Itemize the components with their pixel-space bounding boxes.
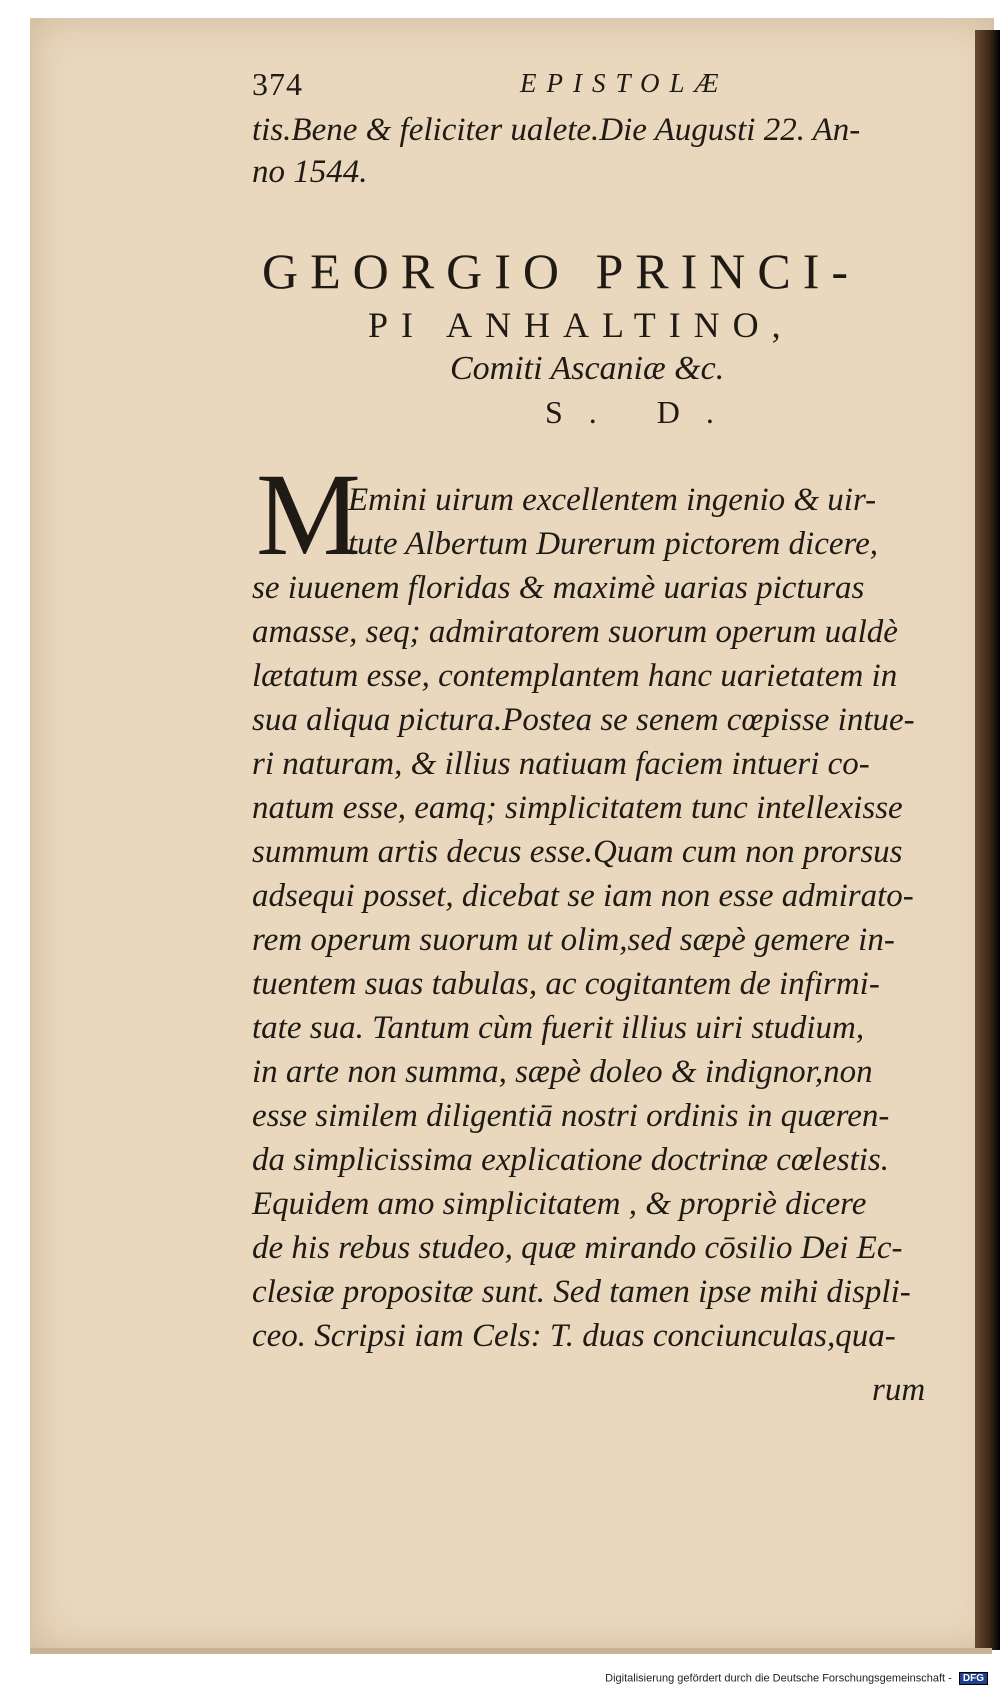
drop-cap-initial: M bbox=[256, 449, 361, 580]
body-line: sua aliqua pictura.Postea se senem cœpisse intue- bbox=[252, 702, 915, 738]
body-line: da simplicissima explicatione doctrinæ cœlestis. bbox=[252, 1142, 890, 1178]
body-line: tute Albertum Durerum pictorem dicere, bbox=[348, 526, 879, 562]
letter-heading-sub: PI ANHALTINO, bbox=[368, 305, 794, 345]
body-line: in arte non summa, sæpè doleo & indignor,non bbox=[252, 1054, 873, 1090]
book-spine-edge bbox=[975, 30, 1000, 1650]
page-header bbox=[252, 66, 952, 106]
dfg-logo: DFG bbox=[959, 1672, 988, 1685]
letter-heading-title: Comiti Ascaniæ &c. bbox=[450, 350, 725, 387]
body-line: natum esse, eamq; simplicitatem tunc intellexisse bbox=[252, 790, 903, 826]
body-line: adsequi posset, dicebat se iam non esse admirato- bbox=[252, 878, 914, 914]
page-number: 374 bbox=[252, 66, 303, 102]
catchword: rum bbox=[872, 1372, 926, 1408]
running-head: EPISTOLÆ bbox=[520, 68, 729, 98]
body-line-top-2: no 1544. bbox=[252, 154, 368, 190]
body-line: ri naturam, & illius natiuam faciem intueri co- bbox=[252, 746, 870, 782]
body-line: Equidem amo simplicitatem , & propriè dicere bbox=[252, 1186, 867, 1222]
body-line: rem operum suorum ut olim,sed sæpè gemere in- bbox=[252, 922, 895, 958]
body-line: tuentem suas tabulas, ac cogitantem de infirmi- bbox=[252, 966, 880, 1002]
body-line: amasse, seq; admiratorem suorum operum ualdè bbox=[252, 614, 898, 650]
body-line: Emini uirum excellentem ingenio & uir- bbox=[348, 482, 877, 518]
body-line: clesiæ propositæ sunt. Sed tamen ipse mihi displi- bbox=[252, 1274, 911, 1310]
body-line: se iuuenem floridas & maximè uarias picturas bbox=[252, 570, 865, 606]
body-line: de his rebus studeo, quæ mirando cōsilio Dei Ec- bbox=[252, 1230, 903, 1266]
body-line: summum artis decus esse.Quam cum non prorsus bbox=[252, 834, 903, 870]
letter-salutation: S. D. bbox=[545, 394, 740, 430]
footer-text: Digitalisierung gefördert durch die Deutsche Forschungsgemeinschaft - bbox=[605, 1672, 952, 1685]
body-line-top-1: tis.Bene & feliciter ualete.Die Augusti 22. An- bbox=[252, 112, 861, 148]
body-line: tate sua. Tantum cùm fuerit illius uiri studium, bbox=[252, 1010, 865, 1046]
page-bottom-edge bbox=[30, 1648, 992, 1654]
body-line: lætatum esse, contemplantem hanc uarietatem in bbox=[252, 658, 898, 694]
digitization-footer bbox=[605, 1672, 988, 1685]
body-line: esse similem diligentiā nostri ordinis in quæren- bbox=[252, 1098, 890, 1134]
letter-heading-main: GEORGIO PRINCI- bbox=[262, 243, 861, 299]
body-line: ceo. Scripsi iam Cels: T. duas conciunculas,qua- bbox=[252, 1318, 896, 1354]
